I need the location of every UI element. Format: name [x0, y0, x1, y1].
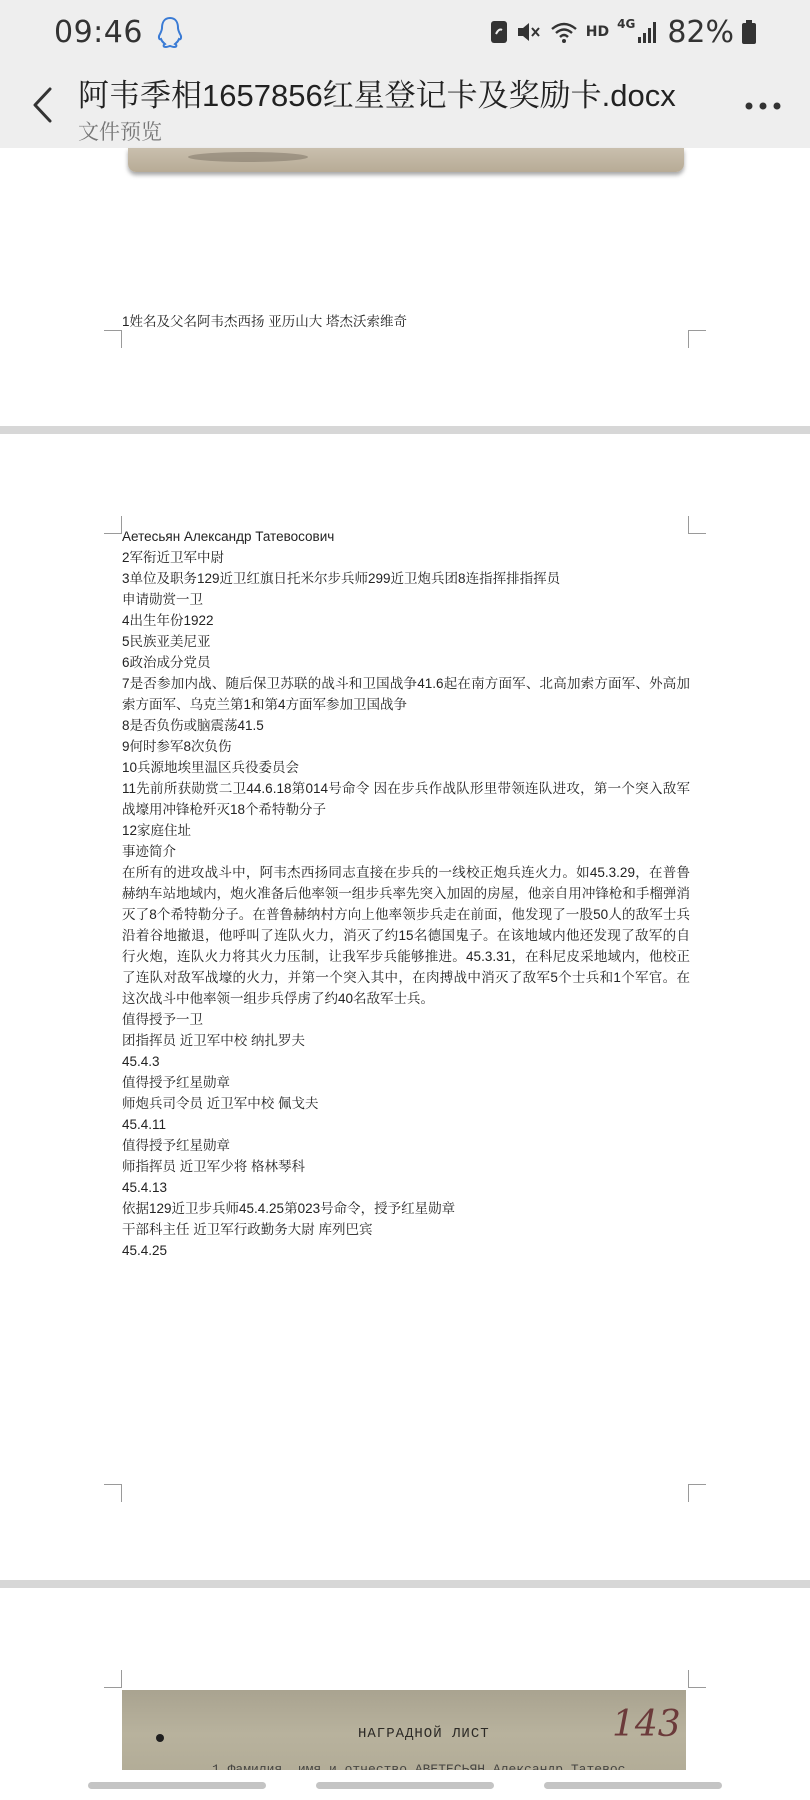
qq-notification-icon — [157, 16, 183, 48]
document-line: 11先前所获勋赏二卫44.6.18第014号命令 因在步兵作战队形里带领连队进攻，第一个突入敌军战壕用冲锋枪歼灭18个希特勒分子 — [122, 781, 690, 817]
crop-mark — [104, 330, 122, 348]
back-button[interactable] — [22, 80, 62, 130]
document-line: 师指挥员 近卫军少将 格林琴科 — [122, 1159, 306, 1174]
document-line: 3单位及职务129近卫红旗日托米尔步兵师299近卫炮兵团8连指挥排指挥员 — [122, 571, 561, 586]
document-line: 45.4.3 — [122, 1054, 160, 1069]
battery-percent: 82% — [667, 14, 734, 50]
punch-hole — [156, 1734, 164, 1742]
document-line: 依据129近卫步兵师45.4.25第023号命令，授予红星勋章 — [122, 1201, 456, 1216]
signal-icon — [637, 20, 659, 44]
status-bar — [0, 0, 810, 64]
document-title: 阿韦季相1657856红星登记卡及奖励卡.docx — [78, 78, 676, 113]
document-line: 干部科主任 近卫军行政勤务大尉 库列巴宾 — [122, 1222, 373, 1237]
crop-mark — [688, 516, 706, 534]
field-line-1: 1姓名及父名阿韦杰西扬 亚历山大 塔杰沃索维奇 — [122, 314, 408, 329]
mute-icon — [516, 20, 542, 44]
document-line: 45.4.13 — [122, 1180, 168, 1195]
app-header — [0, 64, 810, 148]
document-line: 10兵源地埃里温区兵役委员会 — [122, 760, 300, 775]
nav-back-pill[interactable] — [544, 1782, 722, 1789]
document-line: 师炮兵司令员 近卫军中校 佩戈夫 — [122, 1096, 319, 1111]
more-options-button[interactable] — [738, 86, 788, 126]
wifi-icon — [550, 20, 578, 44]
scan-handwritten-number: 143 — [612, 1704, 681, 1745]
document-line: 值得授予红星勋章 — [122, 1138, 230, 1153]
crop-mark — [104, 516, 122, 534]
system-nav-bar — [0, 1770, 810, 1800]
document-line: 8是否负伤或脑震荡41.5 — [122, 718, 264, 733]
document-line: Аетесьян Александр Татевосович — [122, 529, 335, 544]
document-line: 12家庭住址 — [122, 823, 192, 838]
crop-mark — [688, 330, 706, 348]
document-line: 2军衔近卫军中尉 — [122, 550, 225, 565]
more-dots-icon — [743, 101, 783, 111]
scan-title: НАГРАДНОЙ ЛИСТ — [358, 1726, 490, 1742]
document-line: 6政治成分党员 — [122, 655, 211, 670]
document-line: 7是否参加内战、随后保卫苏联的战斗和卫国战争41.6起在南方面军、北高加索方面军、外高加索方面军、乌克兰第1和第4方面军参加卫国战争 — [122, 676, 690, 712]
document-line: 值得授予红星勋章 — [122, 1075, 230, 1090]
crop-mark — [104, 1670, 122, 1688]
document-line: 值得授予一卫 — [122, 1012, 203, 1027]
network-type-label: 4G — [617, 17, 636, 31]
battery-icon — [742, 20, 756, 44]
status-time: 09:46 — [54, 14, 143, 50]
document-line: 申请勋赏一卫 — [122, 592, 203, 607]
document-line: 5民族亚美尼亚 — [122, 634, 211, 649]
document-line: 9何时参军8次负伤 — [122, 739, 232, 754]
nfc-icon — [490, 20, 508, 44]
crop-mark — [104, 1484, 122, 1502]
document-line: 在所有的进攻战斗中，阿韦杰西扬同志直接在步兵的一线校正炮兵连火力。如45.3.29，在普鲁赫纳车站地域内，炮火准备后他率领一组步兵率先突入加固的房屋，他亲自用冲锋枪和手榴弹消灭了8个希特勒分子。在普鲁赫纳村方向上他率领步兵走在前面，他发现了一股50人的敌军士兵沿着谷地撤退，他呼叫了连队火力，消灭了约15名德国鬼子。在该地域内他还发现了敌军的自行火炮，连队火力将其火力压制，让我军步兵能够推进。45.3.31，在科尼皮采地域内，他校正了连队对敌军战壕的火力，并第一个突入其中，在肉搏战中消灭了敌军5个士兵和1个军官。在这次战斗中他率领一组步兵俘虏了约40名敌军士兵。 — [122, 865, 690, 1006]
document-line: 45.4.11 — [122, 1117, 167, 1132]
document-page-3[interactable] — [0, 1588, 810, 1800]
nav-home-pill[interactable] — [316, 1782, 494, 1789]
document-line: 团指挥员 近卫军中校 纳扎罗夫 — [122, 1033, 306, 1048]
document-subtitle: 文件预览 — [78, 121, 162, 144]
document-line: 事迹简介 — [122, 844, 176, 859]
status-indicators — [490, 15, 756, 50]
chevron-left-icon — [31, 86, 53, 124]
nav-recents-pill[interactable] — [88, 1782, 266, 1789]
document-page-1[interactable] — [0, 148, 810, 426]
hd-label: HD — [585, 24, 610, 40]
crop-mark — [688, 1484, 706, 1502]
document-line: 45.4.25 — [122, 1243, 168, 1258]
crop-mark — [688, 1670, 706, 1688]
document-line: 4出生年份1922 — [122, 613, 214, 628]
document-body — [122, 526, 690, 1261]
document-page-2[interactable] — [0, 434, 810, 1580]
scanned-image-fragment — [128, 148, 684, 172]
